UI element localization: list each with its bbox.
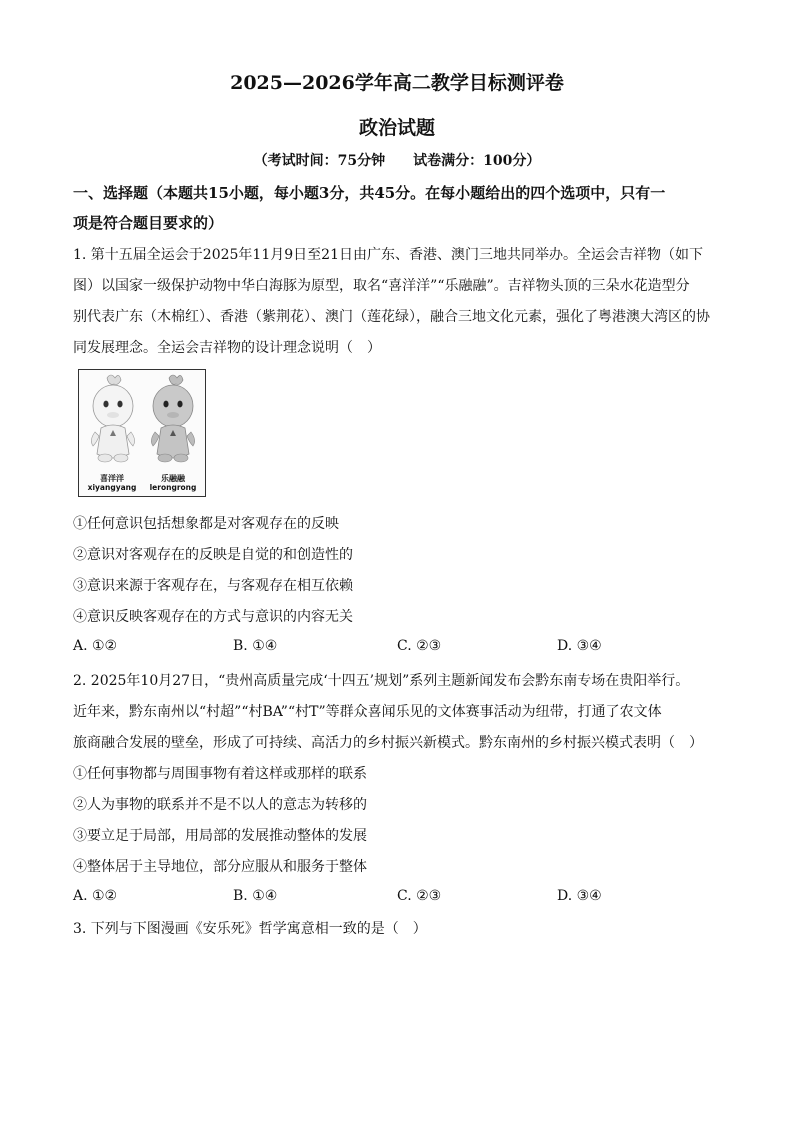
q2-statement-2: ②人为事物的联系并不是不以人的意志为转移的 xyxy=(73,797,367,813)
q3-stem-line1: 3. 下列与下图漫画《安乐死》哲学寓意相一致的是（ ） xyxy=(73,921,427,937)
exam-info xyxy=(0,150,794,170)
q1-statement-4: ④意识反映客观存在的方式与意识的内容无关 xyxy=(73,609,353,625)
section-heading-line2: 项是符合题目要求的） xyxy=(73,214,224,232)
q1-statement-2: ②意识对客观存在的反映是自觉的和创造性的 xyxy=(73,547,353,563)
q1-option-b: B. ①④ xyxy=(233,638,278,654)
q2-options xyxy=(0,888,794,908)
q1-option-c: C. ②③ xyxy=(397,638,442,654)
q2-statement-4: ④整体居于主导地位，部分应服从和服务于整体 xyxy=(73,859,367,875)
full-score: 试卷满分：100分） xyxy=(413,153,541,169)
subject-title: 政治试题 xyxy=(358,117,435,139)
q2-option-a: A. ①② xyxy=(73,888,118,904)
mascot2-pinyin: lerongrong xyxy=(149,483,197,492)
q2-stem-line2: 近年来，黔东南州以“村超”“村BA”“村T”等群众喜闻乐见的文体赛事活动为纽带，打通了农文体 xyxy=(73,704,662,720)
mascot-xiyangyang xyxy=(91,375,134,462)
q2-option-c: C. ②③ xyxy=(397,888,442,904)
q2-statement-1: ①任何事物都与周围事物有着这样或那样的联系 xyxy=(73,766,367,782)
q1-statement-1: ①任何意识包括想象都是对客观存在的反映 xyxy=(73,516,339,532)
mascot1-name: 喜洋洋 xyxy=(100,474,124,483)
q2-stem-line3: 旅商融合发展的壁垒，形成了可持续、高活力的乡村振兴新模式。黔东南州的乡村振兴模式表明（ ） xyxy=(73,735,703,751)
q1-option-d: D. ③④ xyxy=(557,638,602,654)
exam-time: （考试时间：75分钟 xyxy=(253,153,386,169)
mascot2-name: 乐融融 xyxy=(161,474,185,483)
section-heading-line1: 一、选择题（本题共15小题，每小题3分，共45分。在每小题给出的四个选项中，只有一 xyxy=(73,184,666,202)
mascot-lerongrong xyxy=(151,375,194,462)
exam-title: 2025—2026学年高二教学目标测评卷 xyxy=(230,72,564,94)
mascot-figure xyxy=(78,369,206,497)
q1-stem-line4: 同发展理念。全运会吉祥物的设计理念说明（ ） xyxy=(73,340,381,356)
q2-stem-line1: 2. 2025年10月27日，“贵州高质量完成‘十四五’规划”系列主题新闻发布会黔东南专场在贵阳举行。 xyxy=(73,673,690,689)
q2-option-d: D. ③④ xyxy=(557,888,602,904)
q1-stem-line1: 1. 第十五届全运会于2025年11月9日至21日由广东、香港、澳门三地共同举办。全运会吉祥物（如下 xyxy=(73,247,703,263)
q1-stem-line2: 图）以国家一级保护动物中华白海豚为原型，取名“喜洋洋”“乐融融”。吉祥物头顶的三朵水花造型分 xyxy=(73,278,690,294)
q2-option-b: B. ①④ xyxy=(233,888,278,904)
q1-statement-3: ③意识来源于客观存在，与客观存在相互依赖 xyxy=(73,578,353,594)
q1-option-a: A. ①② xyxy=(73,638,118,654)
q2-statement-3: ③要立足于局部，用局部的发展推动整体的发展 xyxy=(73,828,367,844)
q1-stem-line3: 别代表广东（木棉红）、香港（紫荆花）、澳门（莲花绿），融合三地文化元素，强化了粤港澳大湾区的协 xyxy=(73,309,710,325)
q1-options xyxy=(0,638,794,658)
mascot1-pinyin: xiyangyang xyxy=(87,483,137,492)
